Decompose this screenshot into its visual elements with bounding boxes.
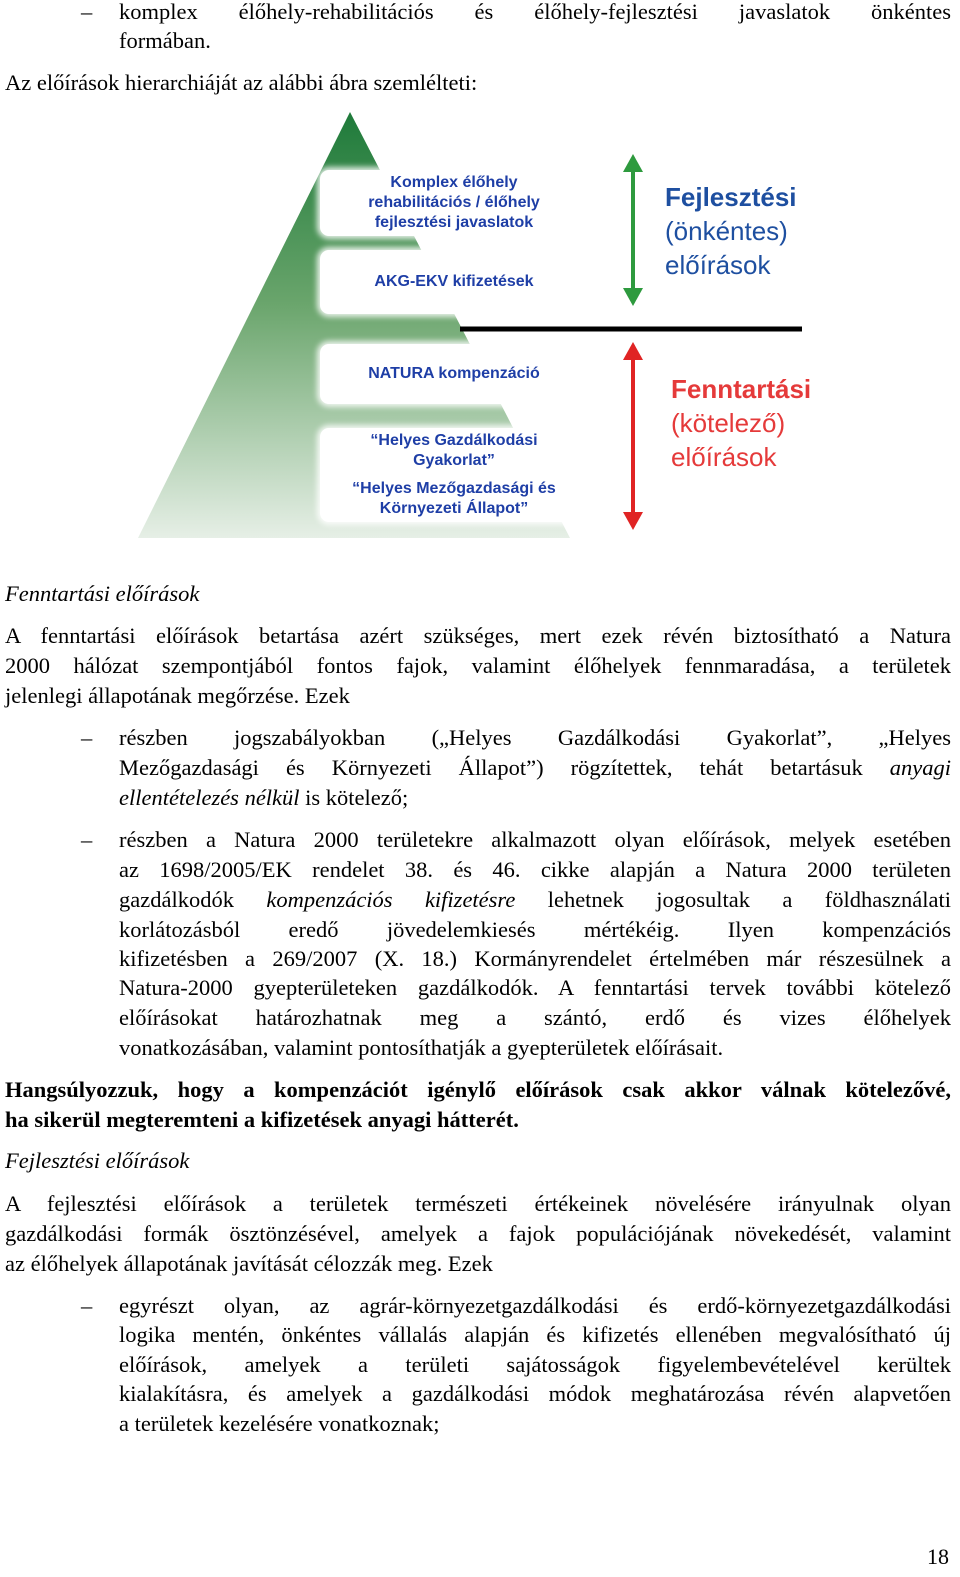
top-bullet-line-1: komplex élőhely-rehabilitációs és élőhely-fejlesztési javaslatok önkéntes — [119, 0, 951, 24]
bullet-line: részben a Natura 2000 területekre alkalmazott olyan előírások, melyek esetében — [119, 827, 951, 852]
bullet-dash: – — [81, 0, 93, 24]
section-heading-maintenance: Fenntartási előírások — [5, 581, 200, 606]
bullet-line: az 1698/2005/EK rendelet 38. és 46. cikke alapján a Natura 2000 területen — [119, 857, 951, 882]
bullet-dash: – — [81, 827, 93, 852]
bullet-line: előírásokat határozhatnak meg a szántó, erdő és vizes élőhelyek — [119, 1005, 951, 1030]
lower-double-arrow — [623, 342, 643, 530]
intro-text: Az előírások hierarchiáját az alábbi ábra szemlélteti: — [5, 70, 478, 95]
paragraph-line: A fenntartási előírások betartása azért szükséges, mert ezek révén biztosítható a Natura — [5, 623, 951, 648]
bullet-line: logika mentén, önkéntes vállalás alapján és kifizetés ellenében megvalósítható új — [119, 1322, 951, 1347]
paragraph-line: 2000 hálózat szempontjából fontos fajok, valamint élőhelyek fennmaradása, a területek — [5, 653, 951, 678]
bullet-dash: – — [81, 1293, 93, 1318]
bullet-line: részben jogszabályokban („Helyes Gazdálkodási Gyakorlat”, „Helyes — [119, 725, 951, 750]
paragraph-line: az élőhelyek állapotának javítását célozzák meg. Ezek — [5, 1251, 493, 1276]
box-natura-compensation: NATURA kompenzáció — [320, 344, 588, 404]
paragraph-line: A fejlesztési előírások a területek természeti értékeinek növelésére irányulnak olyan — [5, 1191, 951, 1216]
emphasis-line: Hangsúlyozzuk, hogy a kompenzációt igénylő előírások csak akkor válnak kötelezővé, — [5, 1077, 951, 1102]
bullet-line: gazdálkodók kompenzációs kifizetésre lehetnek jogosultak a földhasználati — [119, 887, 951, 912]
box-good-practice: “Helyes Gazdálkodási Gyakorlat” “Helyes Mezőgazdasági és Környezeti Állapot” — [320, 428, 588, 522]
emphasis-line: ha sikerül megteremteni a kifizetések anyagi hátterét. — [5, 1107, 519, 1132]
upper-double-arrow — [623, 154, 643, 306]
bullet-line: Mezőgazdasági és Környezeti Állapot”) rögzítettek, tehát betartásuk anyagi — [119, 755, 951, 780]
paragraph-line: jelenlegi állapotának megőrzése. Ezek — [5, 683, 350, 708]
bullet-dash: – — [81, 725, 93, 750]
bullet-line: előírások, amelyek a területi sajátosságok figyelembevételével kerültek — [119, 1352, 951, 1377]
bullet-line: kifizetésben a 269/2007 (X. 18.) Kormányrendelet értelmében már részesülnek a — [119, 946, 951, 971]
bullet-line: ellentételezés nélkül is kötelező; — [119, 785, 409, 810]
top-bullet-line-2: formában. — [119, 28, 211, 53]
bullet-line: vonatkozásában, valamint pontosíthatják a gyepterületek előírásait. — [119, 1035, 724, 1060]
page-number: 18 — [927, 1544, 949, 1569]
label-maintenance: Fenntartási (kötelező) előírások — [671, 374, 812, 472]
section-heading-development: Fejlesztési előírások — [5, 1148, 190, 1173]
label-development: Fejlesztési (önkéntes) előírások — [665, 182, 797, 280]
paragraph-line: gazdálkodási formák ösztönzésével, amelyek a fajok populációjának növekedését, valamint — [5, 1221, 951, 1246]
bullet-line: korlátozásból eredő jövedelemkiesés mértékéig. Ilyen kompenzációs — [119, 917, 951, 942]
bullet-line: a területek kezelésére vonatkoznak; — [119, 1411, 440, 1436]
bullet-line: egyrészt olyan, az agrár-környezetgazdálkodási és erdő-környezetgazdálkodási — [119, 1293, 951, 1318]
bullet-line: kialakításra, és amelyek a gazdálkodási módok meghatározása révén alapvetően — [119, 1381, 951, 1406]
box-habitat-rehabilitation: Komplex élőhely rehabilitációs / élőhely fejlesztési javaslatok — [320, 170, 588, 236]
hierarchy-diagram — [130, 108, 850, 553]
bullet-line: Natura-2000 gyepterületeken gazdálkodók. A fenntartási tervek további kötelező — [119, 975, 951, 1000]
box-akg-ekv-payments: AKG-EKV kifizetések — [320, 250, 588, 314]
